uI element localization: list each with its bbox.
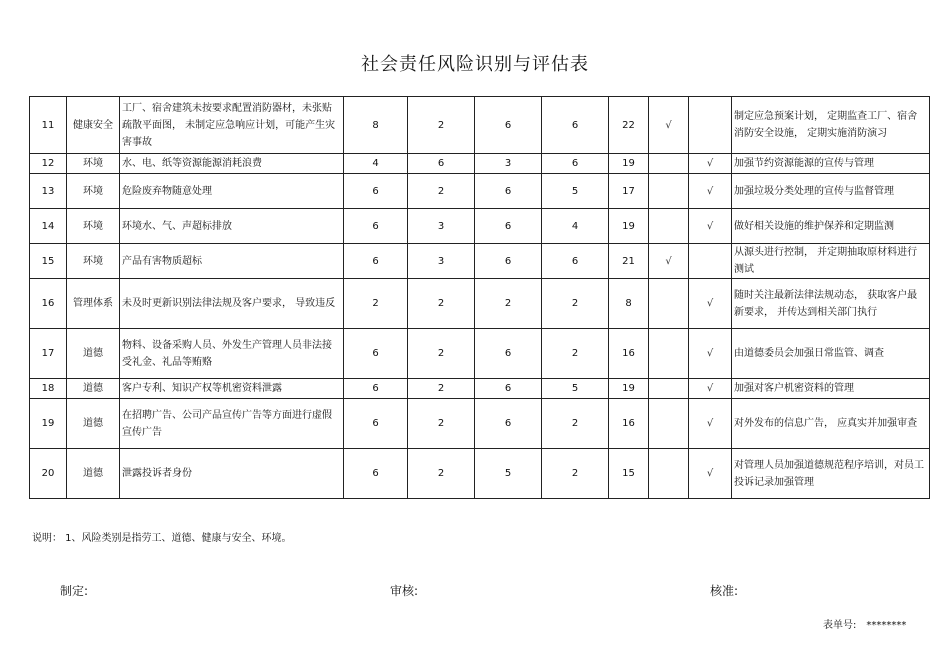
score-2: 6 xyxy=(408,154,475,174)
control-measure: 做好相关设施的维护保养和定期监测 xyxy=(732,209,930,244)
risk-category: 健康安全 xyxy=(67,97,120,154)
table-row xyxy=(30,279,930,329)
table-row xyxy=(30,379,930,399)
score-2: 2 xyxy=(408,174,475,209)
row-number: 12 xyxy=(30,154,67,174)
risk-description: 物料、设备采购人员、外发生产管理人员非法接受礼金、礼品等贿赂 xyxy=(120,329,344,379)
score-2: 2 xyxy=(408,379,475,399)
table-row xyxy=(30,329,930,379)
score-1: 6 xyxy=(344,379,408,399)
control-measure: 加强对客户机密资料的管理 xyxy=(732,379,930,399)
score-total: 19 xyxy=(609,209,649,244)
risk-description: 水、电、纸等资源能源消耗浪费 xyxy=(120,154,344,174)
score-1: 4 xyxy=(344,154,408,174)
row-number: 18 xyxy=(30,379,67,399)
row-number: 13 xyxy=(30,174,67,209)
form-number-label: 表单号: xyxy=(823,620,857,631)
score-total: 19 xyxy=(609,154,649,174)
control-measure: 由道德委员会加强日常监管、调查 xyxy=(732,329,930,379)
form-number xyxy=(823,616,906,631)
table-row xyxy=(30,399,930,449)
control-measure: 对外发布的信息广告， 应真实并加强审查 xyxy=(732,399,930,449)
score-1: 6 xyxy=(344,174,408,209)
table-row xyxy=(30,209,930,244)
score-total: 16 xyxy=(609,329,649,379)
score-total: 16 xyxy=(609,399,649,449)
significant-check xyxy=(649,154,689,174)
score-2: 2 xyxy=(408,399,475,449)
score-2: 2 xyxy=(408,449,475,499)
risk-description: 危险废弃物随意处理 xyxy=(120,174,344,209)
non-significant-check: √ xyxy=(689,399,732,449)
score-3: 6 xyxy=(475,97,542,154)
risk-description: 产品有害物质超标 xyxy=(120,244,344,279)
non-significant-check: √ xyxy=(689,329,732,379)
significant-check xyxy=(649,449,689,499)
score-2: 2 xyxy=(408,97,475,154)
score-4: 2 xyxy=(542,279,609,329)
score-4: 6 xyxy=(542,154,609,174)
score-1: 2 xyxy=(344,279,408,329)
score-3: 6 xyxy=(475,244,542,279)
row-number: 19 xyxy=(30,399,67,449)
row-number: 16 xyxy=(30,279,67,329)
risk-category: 道德 xyxy=(67,449,120,499)
control-measure: 从源头进行控制， 并定期抽取原材料进行测试 xyxy=(732,244,930,279)
score-total: 17 xyxy=(609,174,649,209)
score-3: 6 xyxy=(475,329,542,379)
form-number-value: ******** xyxy=(866,620,907,631)
score-4: 2 xyxy=(542,329,609,379)
risk-description: 在招聘广告、公司产品宣传广告等方面进行虚假宣传广告 xyxy=(120,399,344,449)
risk-description: 泄露投诉者身份 xyxy=(120,449,344,499)
score-total: 22 xyxy=(609,97,649,154)
score-total: 15 xyxy=(609,449,649,499)
score-2: 2 xyxy=(408,279,475,329)
non-significant-check xyxy=(689,97,732,154)
control-measure: 加强节约资源能源的宣传与管理 xyxy=(732,154,930,174)
risk-category: 环境 xyxy=(67,209,120,244)
score-1: 6 xyxy=(344,209,408,244)
score-1: 8 xyxy=(344,97,408,154)
score-3: 6 xyxy=(475,379,542,399)
prepared-by-label: 制定: xyxy=(60,584,89,598)
page-title: 社会责任风险识别与评估表 xyxy=(361,54,589,75)
explanatory-note: 说明： 1、风险类别是指劳工、道德、健康与安全、环境。 xyxy=(32,533,292,544)
score-1: 6 xyxy=(344,399,408,449)
score-1: 6 xyxy=(344,244,408,279)
significant-check xyxy=(649,279,689,329)
score-4: 5 xyxy=(542,174,609,209)
score-3: 6 xyxy=(475,174,542,209)
score-1: 6 xyxy=(344,449,408,499)
table-row xyxy=(30,154,930,174)
risk-description: 客户专利、知识产权等机密资料泄露 xyxy=(120,379,344,399)
risk-category: 道德 xyxy=(67,329,120,379)
risk-description: 环境水、气、声超标排放 xyxy=(120,209,344,244)
score-3: 6 xyxy=(475,399,542,449)
risk-category: 环境 xyxy=(67,154,120,174)
score-4: 6 xyxy=(542,244,609,279)
risk-category: 环境 xyxy=(67,244,120,279)
score-4: 6 xyxy=(542,97,609,154)
risk-category: 环境 xyxy=(67,174,120,209)
significant-check: √ xyxy=(649,244,689,279)
non-significant-check: √ xyxy=(689,279,732,329)
non-significant-check xyxy=(689,244,732,279)
score-4: 2 xyxy=(542,449,609,499)
non-significant-check: √ xyxy=(689,174,732,209)
row-number: 17 xyxy=(30,329,67,379)
risk-table xyxy=(29,96,930,499)
control-measure: 对管理人员加强道德规范程序培训，对员工投诉记录加强管理 xyxy=(732,449,930,499)
score-2: 3 xyxy=(408,244,475,279)
significant-check xyxy=(649,399,689,449)
row-number: 15 xyxy=(30,244,67,279)
score-4: 2 xyxy=(542,399,609,449)
significant-check xyxy=(649,329,689,379)
score-3: 5 xyxy=(475,449,542,499)
row-number: 11 xyxy=(30,97,67,154)
risk-category: 管理体系 xyxy=(67,279,120,329)
non-significant-check: √ xyxy=(689,449,732,499)
significant-check xyxy=(649,379,689,399)
non-significant-check: √ xyxy=(689,379,732,399)
score-2: 3 xyxy=(408,209,475,244)
reviewed-by-label: 审核: xyxy=(390,584,419,598)
table-row xyxy=(30,97,930,154)
score-total: 8 xyxy=(609,279,649,329)
score-3: 6 xyxy=(475,209,542,244)
control-measure: 制定应急预案计划， 定期监查工厂、宿舍消防安全设施， 定期实施消防演习 xyxy=(732,97,930,154)
row-number: 14 xyxy=(30,209,67,244)
score-total: 19 xyxy=(609,379,649,399)
score-3: 3 xyxy=(475,154,542,174)
table-row xyxy=(30,449,930,499)
significant-check xyxy=(649,209,689,244)
score-4: 4 xyxy=(542,209,609,244)
table-row xyxy=(30,174,930,209)
score-1: 6 xyxy=(344,329,408,379)
risk-category: 道德 xyxy=(67,379,120,399)
significant-check xyxy=(649,174,689,209)
score-2: 2 xyxy=(408,329,475,379)
row-number: 20 xyxy=(30,449,67,499)
approved-by-label: 核准: xyxy=(710,584,739,598)
control-measure: 随时关注最新法律法规动态， 获取客户最新要求， 并传达到相关部门执行 xyxy=(732,279,930,329)
non-significant-check: √ xyxy=(689,209,732,244)
non-significant-check: √ xyxy=(689,154,732,174)
score-4: 5 xyxy=(542,379,609,399)
risk-description: 工厂、宿舍建筑未按要求配置消防器材，未张贴疏散平面图， 未制定应急响应计划，可能产生灾害事故 xyxy=(120,97,344,154)
score-total: 21 xyxy=(609,244,649,279)
score-3: 2 xyxy=(475,279,542,329)
risk-description: 未及时更新识别法律法规及客户要求， 导致违反 xyxy=(120,279,344,329)
table-row xyxy=(30,244,930,279)
control-measure: 加强垃圾分类处理的宣传与监督管理 xyxy=(732,174,930,209)
significant-check: √ xyxy=(649,97,689,154)
risk-category: 道德 xyxy=(67,399,120,449)
